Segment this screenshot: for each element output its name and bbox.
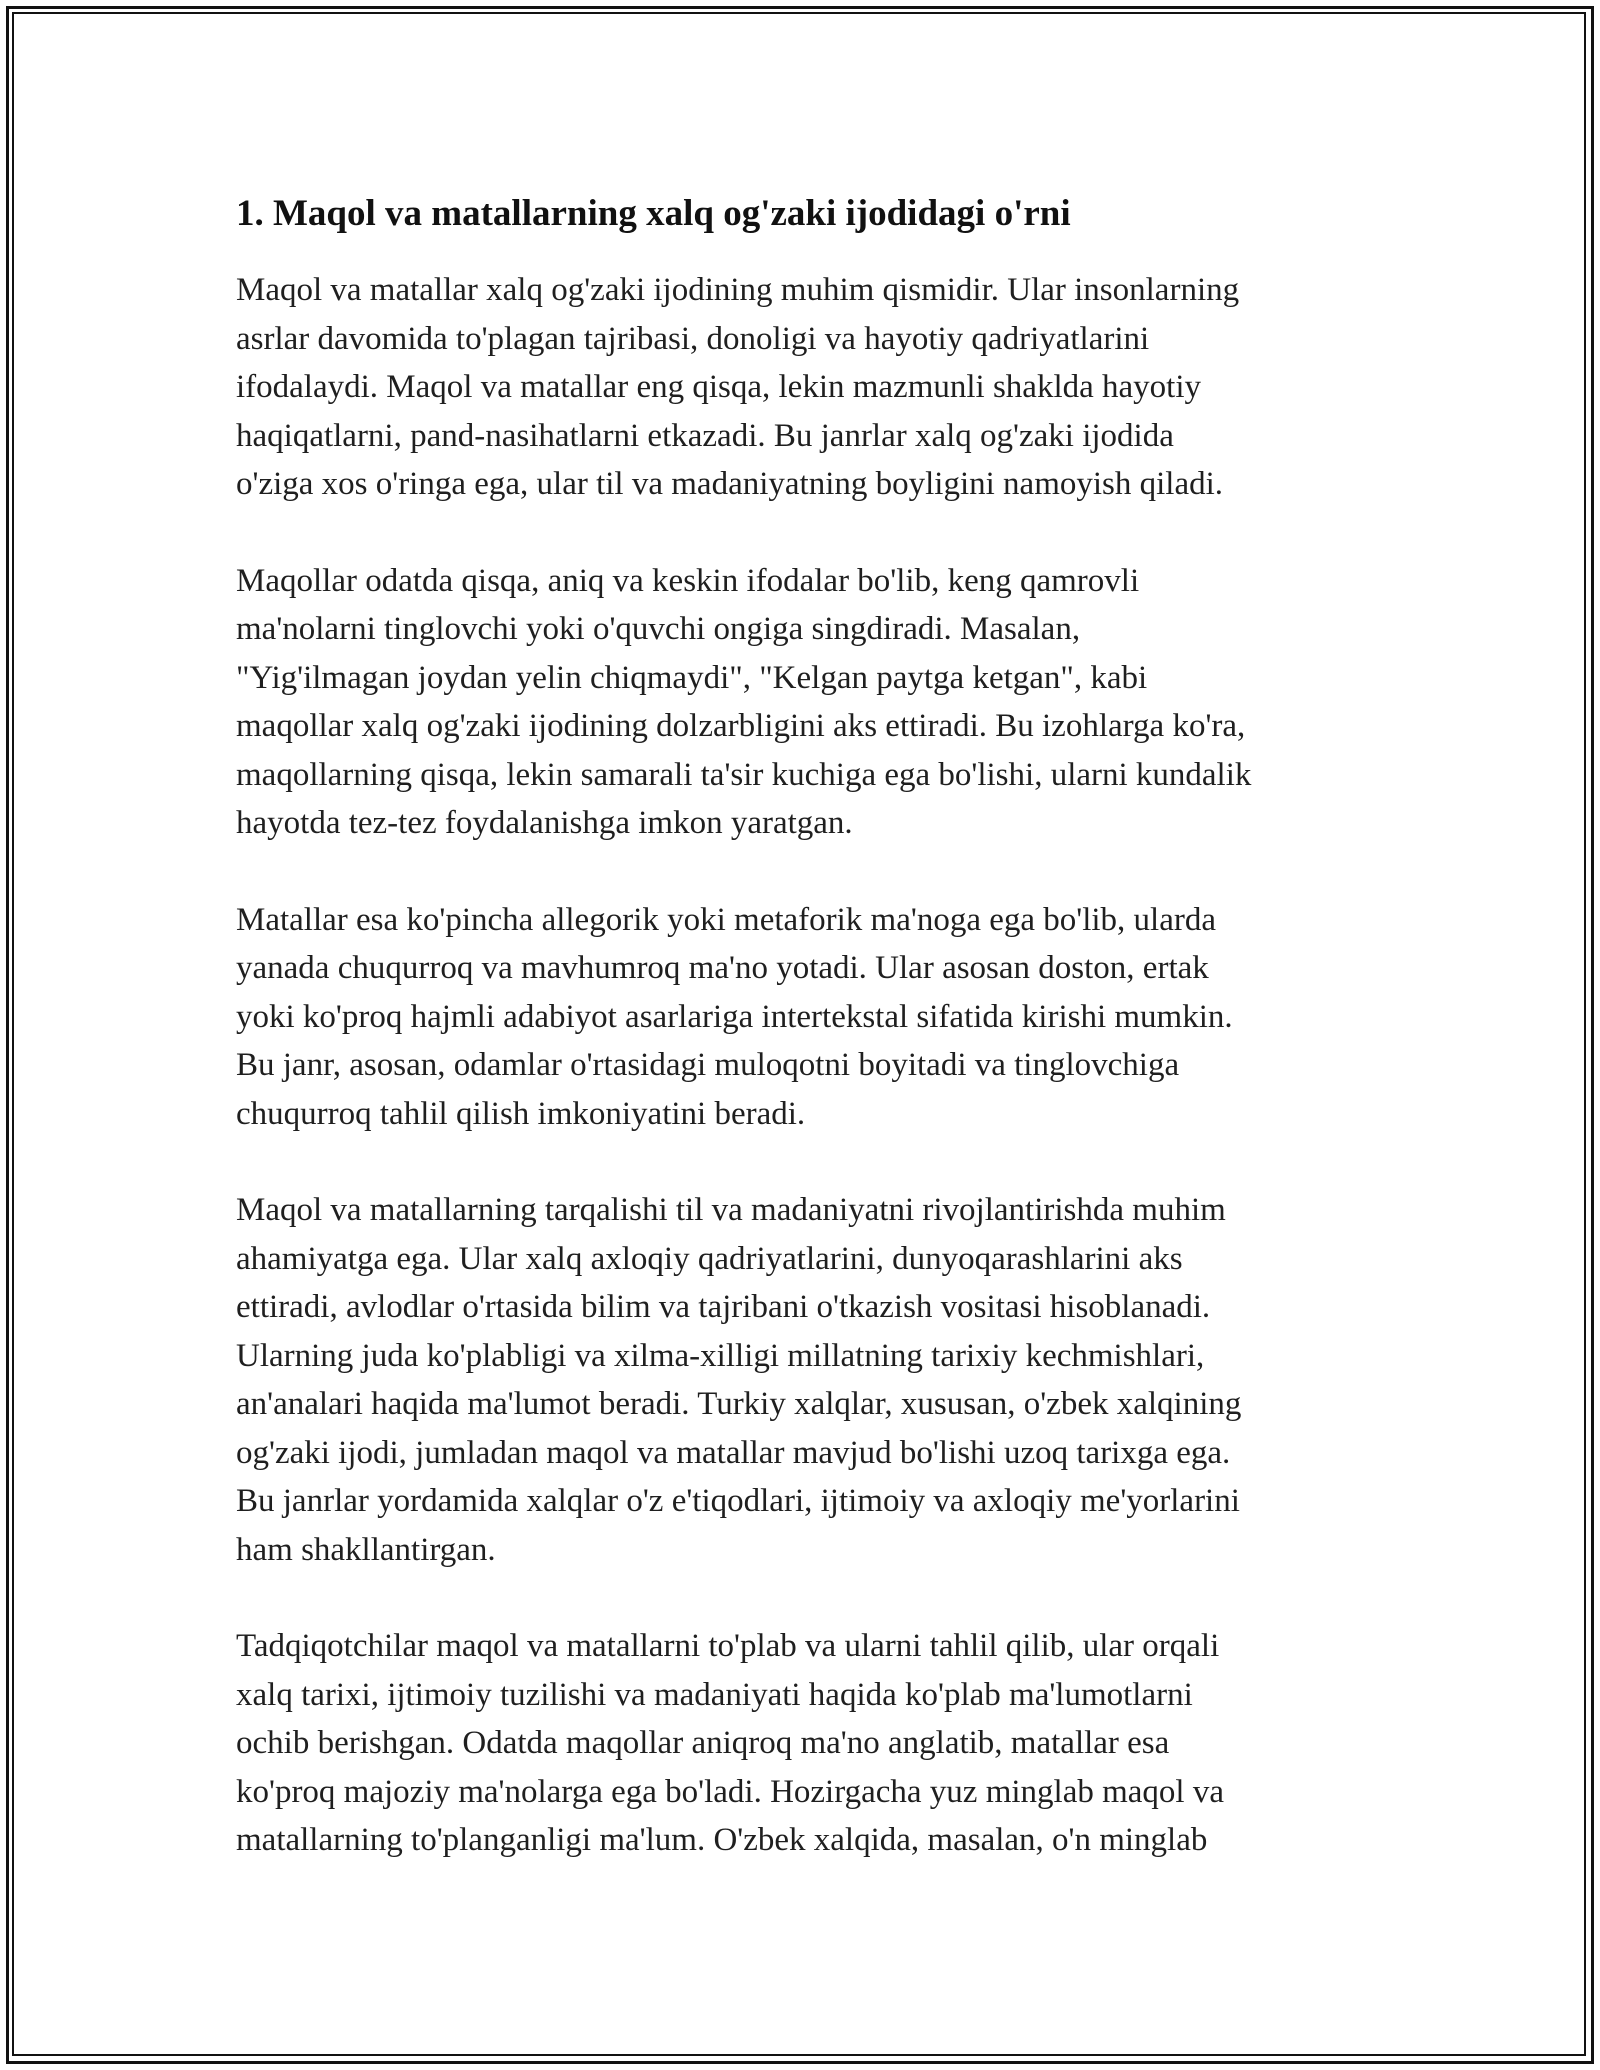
text-line: Ularning juda ko'plabligi va xilma-xilligi millatning tarixiy kechmishlari, <box>236 1337 1205 1374</box>
text-line: maqollarning qisqa, lekin samarali ta'sir kuchiga ega bo'lishi, ularni kundalik <box>236 756 1252 793</box>
document-page <box>236 184 1366 1913</box>
text-line: haqiqatlarni, pand-nasihatlarni etkazadi. Bu janrlar xalq og'zaki ijodida <box>236 417 1174 454</box>
text-line: ifodalaydi. Maqol va matallar eng qisqa, lekin mazmunli shaklda hayotiy <box>236 369 1201 405</box>
paragraph-5 <box>236 1622 1366 1865</box>
text-line: chuqurroq tahlil qilish imkoniyatini beradi. <box>236 1095 806 1132</box>
text-line: Bu janrlar yordamida xalqlar o'z e'tiqodlari, ijtimoiy va axloqiy me'yorlarini <box>236 1483 1240 1519</box>
text-line: asrlar davomida to'plagan tajribasi, donoligi va hayotiy qadriyatlarini <box>236 320 1150 357</box>
text-line: ahamiyatga ega. Ular xalq axloqiy qadriyatlarini, dunyoqarashlarini aks <box>236 1240 1183 1277</box>
paragraph-4 <box>236 1186 1366 1574</box>
text-line: Matallar esa ko'pincha allegorik yoki metaforik ma'noga ega bo'lib, ularda <box>236 901 1216 938</box>
text-line: "Yig'ilmagan joydan yelin chiqmaydi", "Kelgan paytga ketgan", kabi <box>236 659 1148 696</box>
paragraph-3 <box>236 896 1366 1139</box>
text-line: yanada chuqurroq va mavhumroq ma'no yotadi. Ular asosan doston, ertak <box>236 950 1209 986</box>
text-line: maqollar xalq og'zaki ijodining dolzarbligini aks ettiradi. Bu izohlarga ko'ra, <box>236 708 1246 744</box>
text-line: og'zaki ijodi, jumladan maqol va matallar mavjud bo'lishi uzoq tarixga ega. <box>236 1434 1231 1471</box>
text-line: matallarning to'planganligi ma'lum. O'zbek xalqida, masalan, o'n minglab <box>236 1822 1208 1858</box>
text-line: Maqollar odatda qisqa, aniq va keskin ifodalar bo'lib, keng qamrovli <box>236 562 1140 599</box>
text-line: xalq tarixi, ijtimoiy tuzilishi va madaniyati haqida ko'plab ma'lumotlarni <box>236 1676 1193 1713</box>
text-line: Bu janr, asosan, odamlar o'rtasidagi muloqotni boyitadi va tinglovchiga <box>236 1047 1180 1083</box>
text-line: ochib berishgan. Odatda maqollar aniqroq ma'no anglatib, matallar esa <box>236 1725 1170 1761</box>
text-line: o'ziga xos o'ringa ega, ular til va madaniyatning boyligini namoyish qiladi. <box>236 466 1224 502</box>
text-line: ko'proq majoziy ma'nolarga ega bo'ladi. Hozirgacha yuz minglab maqol va <box>236 1773 1224 1810</box>
text-line: hayotda tez-tez foydalanishga imkon yaratgan. <box>236 805 853 841</box>
text-line: ettiradi, avlodlar o'rtasida bilim va tajribani o'tkazish vositasi hisoblanadi. <box>236 1289 1211 1325</box>
text-line: yoki ko'proq hajmli adabiyot asarlariga intertekstal sifatida kirishi mumkin. <box>236 998 1233 1035</box>
paragraph-1 <box>236 266 1366 509</box>
text-line: ma'nolarni tinglovchi yoki o'quvchi ongiga singdiradi. Masalan, <box>236 611 1081 647</box>
text-line: Tadqiqotchilar maqol va matallarni to'plab va ularni tahlil qilib, ular orqali <box>236 1628 1220 1664</box>
text-line: an'analari haqida ma'lumot beradi. Turkiy xalqlar, xususan, o'zbek xalqining <box>236 1386 1242 1422</box>
paragraph-2 <box>236 557 1366 848</box>
text-line: Maqol va matallar xalq og'zaki ijodining muhim qismidir. Ular insonlarning <box>236 272 1240 308</box>
text-line: ham shakllantirgan. <box>236 1531 496 1568</box>
section-heading: 1. Maqol va matallarning xalq og'zaki ijodidagi o'rni <box>236 193 1071 234</box>
text-line: Maqol va matallarning tarqalishi til va madaniyatni rivojlantirishda muhim <box>236 1192 1226 1228</box>
